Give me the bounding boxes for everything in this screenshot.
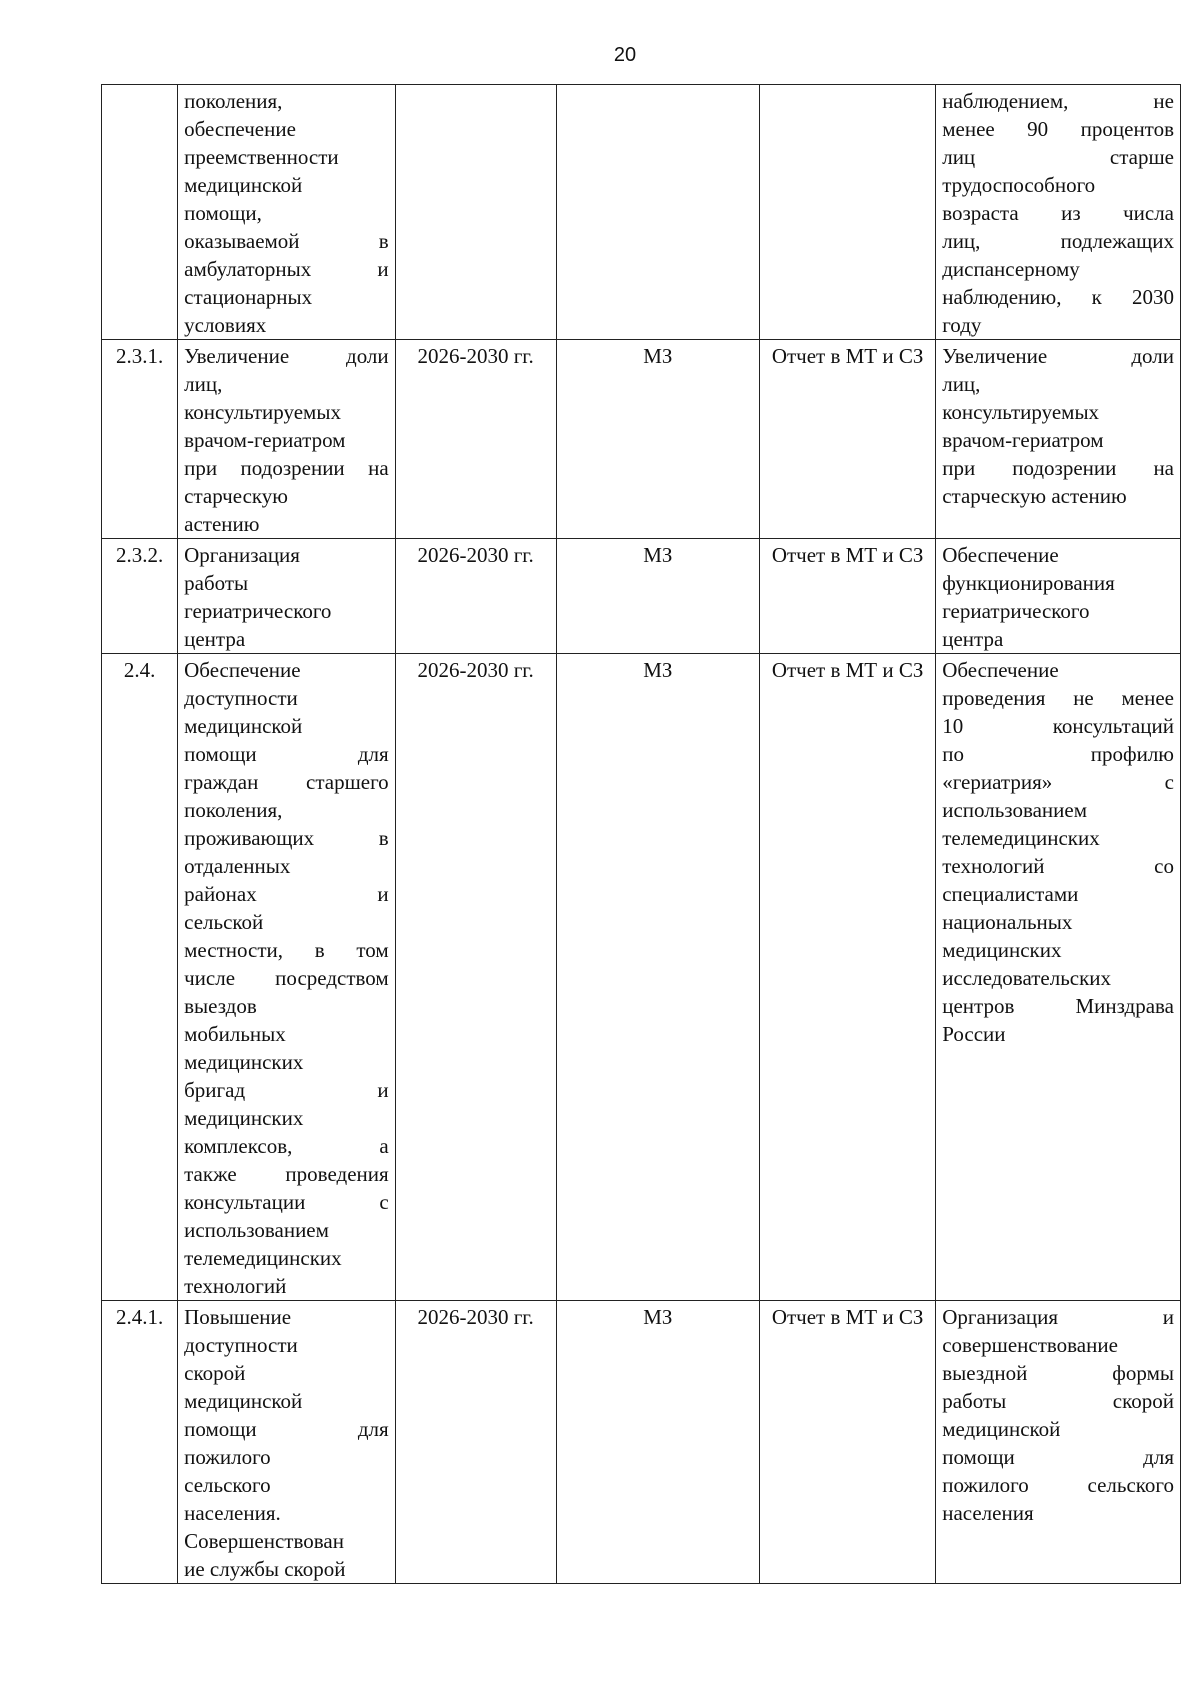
measure-line: сельского — [184, 1473, 271, 1497]
result-line: центров Минздрава — [942, 994, 1174, 1018]
result-line: лиц, — [942, 372, 981, 396]
measure-line: врачом-гериатром — [184, 428, 346, 452]
measure-line: доступности — [184, 686, 298, 710]
measure-line: помощи для — [184, 742, 389, 766]
result-line: проведения не менее — [942, 686, 1174, 710]
measure-line: местности, в том — [184, 938, 389, 962]
result-line: работы скорой — [942, 1389, 1174, 1413]
measure-cell — [178, 1301, 396, 1584]
result-line: специалистами — [942, 882, 1079, 906]
measure-line: медицинской — [184, 714, 303, 738]
measure-line: доступности — [184, 1333, 298, 1357]
result-line: консультируемых — [942, 400, 1100, 424]
measure-line: Совершенствован — [184, 1529, 344, 1553]
executor-cell — [556, 85, 759, 340]
result-line: Обеспечение — [942, 543, 1059, 567]
executor-cell: МЗ — [556, 1301, 759, 1584]
result-line: Обеспечение — [942, 658, 1059, 682]
measure-cell — [178, 340, 396, 539]
row-number-cell: 2.3.2. — [102, 539, 178, 654]
measure-line: отдаленных — [184, 854, 291, 878]
period-cell: 2026-2030 гг. — [395, 1301, 556, 1584]
measure-line: мобильных — [184, 1022, 286, 1046]
measures-table — [101, 84, 1181, 1584]
table-row — [102, 539, 1181, 654]
measure-line: помощи, — [184, 201, 262, 225]
result-line: центра — [942, 627, 1004, 651]
result-line: телемедицинских — [942, 826, 1100, 850]
result-line: по профилю — [942, 742, 1174, 766]
measure-line: помощи для — [184, 1417, 389, 1441]
measure-line: сельской — [184, 910, 264, 934]
result-cell — [936, 539, 1181, 654]
measure-line: числе посредством — [184, 966, 389, 990]
measure-cell — [178, 539, 396, 654]
measure-line: населения. — [184, 1501, 281, 1525]
reporting-cell: Отчет в МТ и СЗ — [760, 340, 936, 539]
measure-line: центра — [184, 627, 246, 651]
result-line: национальных — [942, 910, 1073, 934]
measure-line: выездов — [184, 994, 257, 1018]
result-line: наблюдению, к 2030 — [942, 285, 1174, 309]
result-line: возраста из числа — [942, 201, 1174, 225]
measure-line: астению — [184, 512, 260, 536]
result-line: использованием — [942, 798, 1088, 822]
measure-line: старческую — [184, 484, 288, 508]
measure-line: скорой — [184, 1361, 246, 1385]
measure-line: Повышение — [184, 1305, 292, 1329]
result-line: менее 90 процентов — [942, 117, 1174, 141]
executor-cell: МЗ — [556, 654, 759, 1301]
table-row — [102, 340, 1181, 539]
measure-line: Организация — [184, 543, 300, 567]
result-line: лиц старше — [942, 145, 1174, 169]
measure-line: оказываемой в — [184, 229, 389, 253]
measure-line: медицинских — [184, 1106, 304, 1130]
measure-line: Увеличение доли — [184, 344, 389, 368]
measure-line: работы — [184, 571, 249, 595]
result-line: лиц, подлежащих — [942, 229, 1174, 253]
result-line: России — [942, 1022, 1006, 1046]
measure-line: пожилого — [184, 1445, 271, 1469]
measure-line: гериатрического — [184, 599, 332, 623]
executor-cell: МЗ — [556, 340, 759, 539]
period-cell — [395, 85, 556, 340]
executor-cell: МЗ — [556, 539, 759, 654]
measure-line: Обеспечение — [184, 658, 301, 682]
measure-line: консультации с — [184, 1190, 389, 1214]
result-line: исследовательских — [942, 966, 1112, 990]
measure-cell — [178, 85, 396, 340]
measure-line: при подозрении на — [184, 456, 389, 480]
measure-line: преемственности — [184, 145, 339, 169]
result-line: населения — [942, 1501, 1034, 1525]
result-line: наблюдением, не — [942, 89, 1174, 113]
result-line: при подозрении на — [942, 456, 1174, 480]
reporting-cell: Отчет в МТ и СЗ — [760, 539, 936, 654]
result-cell — [936, 1301, 1181, 1584]
table-row — [102, 85, 1181, 340]
measure-line: условиях — [184, 313, 267, 337]
table-row — [102, 1301, 1181, 1584]
reporting-cell — [760, 85, 936, 340]
row-number-cell: 2.4.1. — [102, 1301, 178, 1584]
result-line: пожилого сельского — [942, 1473, 1174, 1497]
measure-line: стационарных — [184, 285, 313, 309]
measure-line: бригад и — [184, 1078, 389, 1102]
result-line: Организация и — [942, 1305, 1174, 1329]
result-line: диспансерному — [942, 257, 1080, 281]
result-line: трудоспособного — [942, 173, 1096, 197]
row-number-cell: 2.4. — [102, 654, 178, 1301]
measure-line: консультируемых — [184, 400, 341, 424]
measure-line: медицинской — [184, 1389, 303, 1413]
measure-line: амбулаторных и — [184, 257, 389, 281]
row-number-cell — [102, 85, 178, 340]
reporting-cell: Отчет в МТ и СЗ — [760, 1301, 936, 1584]
measure-line: использованием — [184, 1218, 329, 1242]
result-line: «гериатрия» с — [942, 770, 1174, 794]
result-line: помощи для — [942, 1445, 1174, 1469]
measure-line: комплексов, а — [184, 1134, 389, 1158]
result-line: году — [942, 313, 982, 337]
page-number: 20 — [613, 44, 637, 66]
measure-line: лиц, — [184, 372, 223, 396]
result-line: гериатрического — [942, 599, 1090, 623]
measure-line: поколения, — [184, 798, 283, 822]
measure-line: граждан старшего — [184, 770, 389, 794]
measure-line: ие службы скорой — [184, 1557, 346, 1581]
measure-cell — [178, 654, 396, 1301]
result-line: совершенствование — [942, 1333, 1118, 1357]
measure-line: медицинской — [184, 173, 303, 197]
measure-line: обеспечение — [184, 117, 296, 141]
measure-line: медицинских — [184, 1050, 304, 1074]
measure-line: районах и — [184, 882, 389, 906]
period-cell: 2026-2030 гг. — [395, 654, 556, 1301]
measure-line: проживающих в — [184, 826, 389, 850]
result-line: выездной формы — [942, 1361, 1174, 1385]
result-line: 10 консультаций — [942, 714, 1174, 738]
period-cell: 2026-2030 гг. — [395, 539, 556, 654]
measure-line: также проведения — [184, 1162, 389, 1186]
result-line: функционирования — [942, 571, 1115, 595]
result-line: технологий со — [942, 854, 1174, 878]
result-cell — [936, 85, 1181, 340]
measure-line: телемедицинских — [184, 1246, 342, 1270]
result-line: старческую астению — [942, 484, 1127, 508]
result-line: медицинских — [942, 938, 1062, 962]
reporting-cell: Отчет в МТ и СЗ — [760, 654, 936, 1301]
result-line: врачом-гериатром — [942, 428, 1104, 452]
table-row — [102, 654, 1181, 1301]
period-cell: 2026-2030 гг. — [395, 340, 556, 539]
result-line: Увеличение доли — [942, 344, 1174, 368]
measure-line: технологий — [184, 1274, 287, 1298]
result-line: медицинской — [942, 1417, 1061, 1441]
row-number-cell: 2.3.1. — [102, 340, 178, 539]
result-cell — [936, 654, 1181, 1301]
result-cell — [936, 340, 1181, 539]
measure-line: поколения, — [184, 89, 283, 113]
